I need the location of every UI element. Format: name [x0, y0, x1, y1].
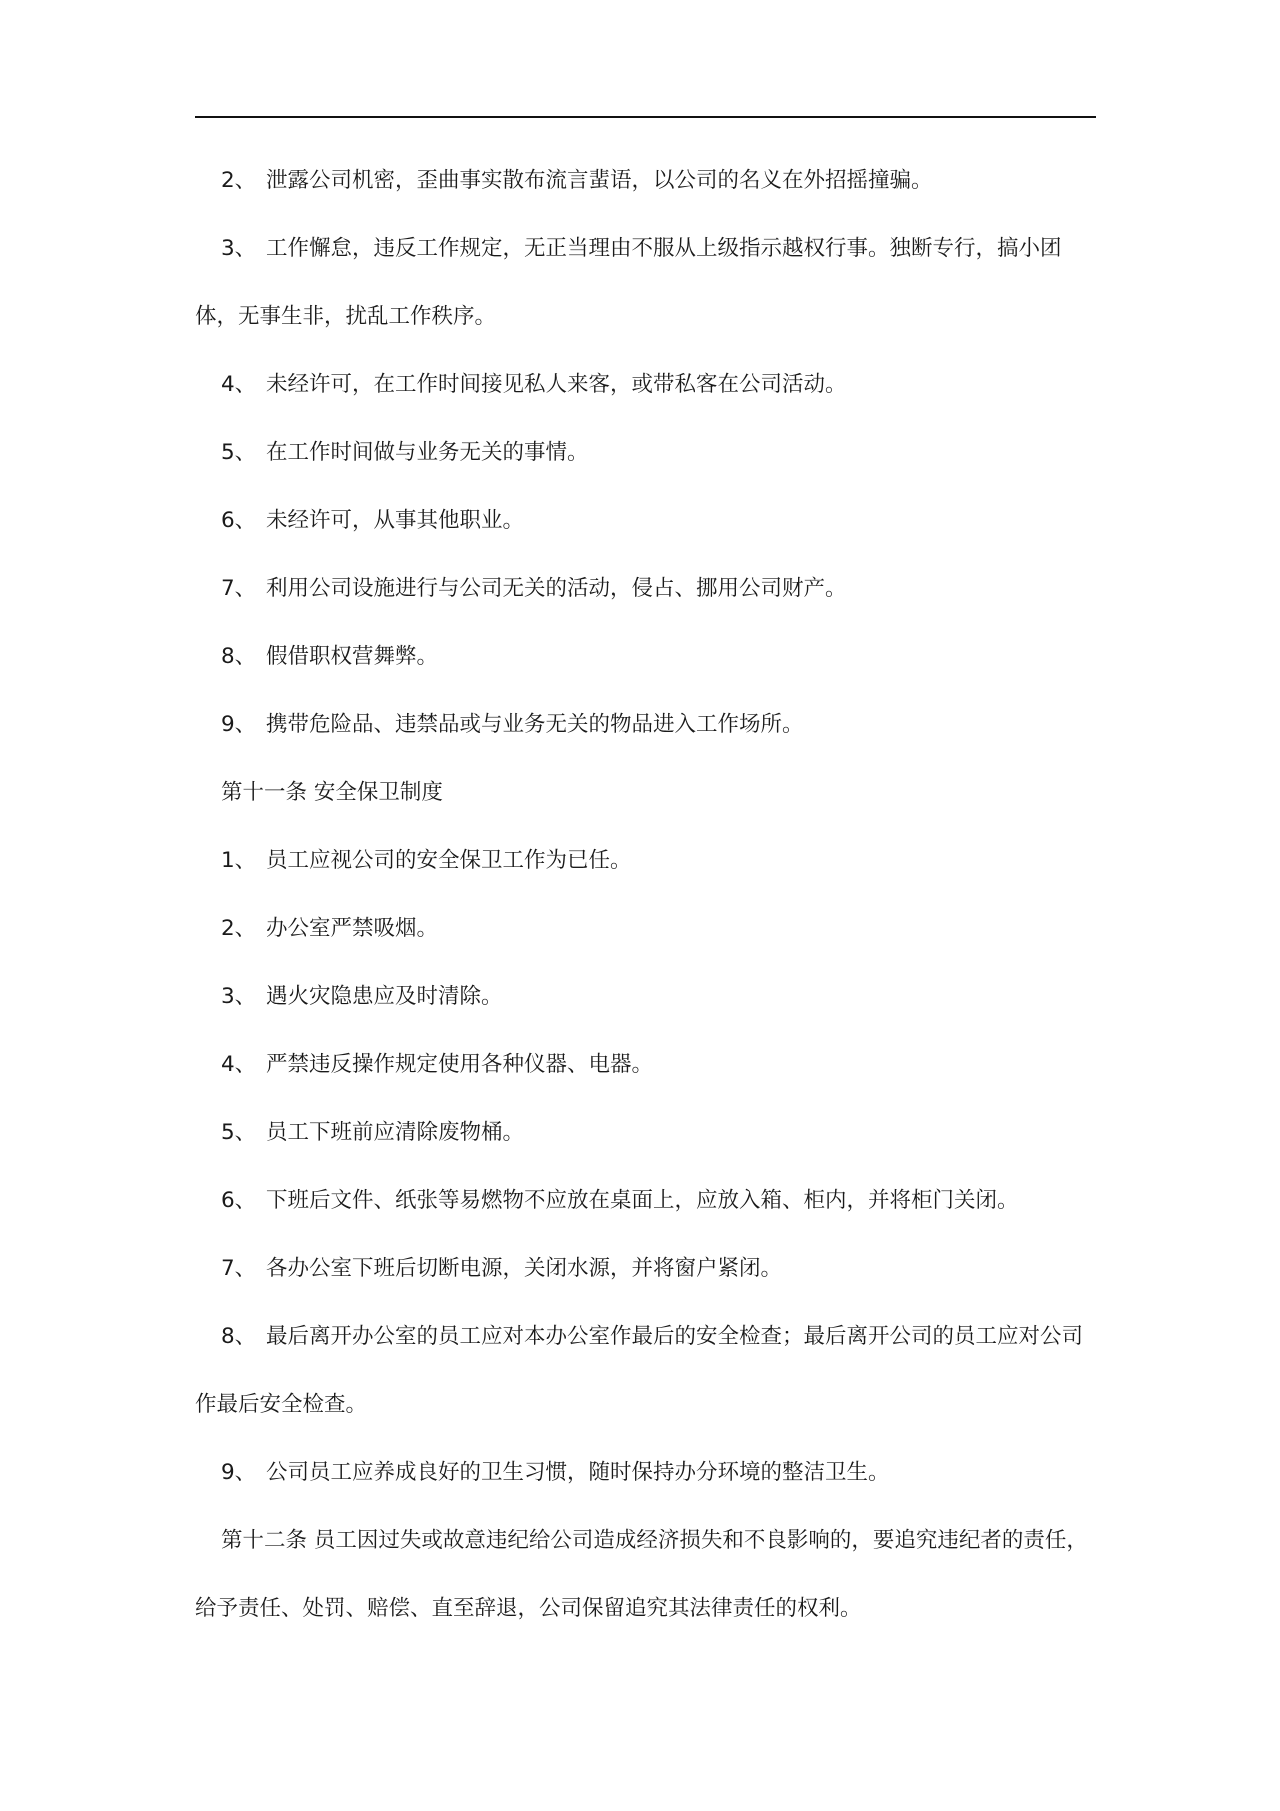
item-text: 未经许可，从事其他职业。: [266, 508, 525, 533]
item-text: 下班后文件、纸张等易燃物不应放在桌面上，应放入箱、柜内，并将柜门关闭。: [266, 1188, 1019, 1213]
section-heading: 第十一条 安全保卫制度: [221, 780, 443, 805]
item-text: 泄露公司机密，歪曲事实散布流言蜚语，以公司的名义在外招摇撞骗。: [266, 168, 933, 193]
item-text: 办公室严禁吸烟。: [266, 916, 439, 941]
item-text: 工作懈怠，违反工作规定，无正当理由不服从上级指示越权行事。独断专行，搞小团体，无事生非，扰乱工作秩序。: [195, 236, 1062, 329]
list-item: [195, 640, 1096, 674]
article-paragraph: 第十二条 员工因过失或故意违纪给公司造成经济损失和不良影响的，要追究违纪者的责任，给予责任、处罚、赔偿、直至辞退，公司保留追究其法律责任的权利。: [195, 1528, 1088, 1621]
list-item: [195, 215, 1096, 351]
item-number: 4、: [221, 1052, 257, 1077]
item-number: 3、: [221, 984, 257, 1009]
item-number: 9、: [221, 1460, 257, 1485]
list-item: [195, 164, 1096, 198]
list-item: [195, 504, 1096, 538]
item-number: 4、: [221, 372, 257, 397]
header-rule: [195, 116, 1096, 118]
item-number: 8、: [221, 644, 257, 669]
item-text: 在工作时间做与业务无关的事情。: [266, 440, 589, 465]
item-text: 利用公司设施进行与公司无关的活动，侵占、挪用公司财产。: [266, 576, 847, 601]
item-number: 9、: [221, 712, 257, 737]
list-item: [195, 368, 1096, 402]
item-text: 公司员工应养成良好的卫生习惯，随时保持办分环境的整洁卫生。: [266, 1460, 890, 1485]
list-item: [195, 1116, 1096, 1150]
item-number: 6、: [221, 1188, 257, 1213]
item-text: 假借职权营舞弊。: [266, 644, 439, 669]
list-item: [195, 708, 1096, 742]
item-number: 7、: [221, 576, 257, 601]
item-text: 最后离开办公室的员工应对本办公室作最后的安全检查；最后离开公司的员工应对公司作最后安全检查。: [195, 1324, 1084, 1417]
item-text: 员工应视公司的安全保卫工作为已任。: [266, 848, 632, 873]
item-number: 3、: [221, 236, 257, 261]
item-text: 遇火灾隐患应及时清除。: [266, 984, 503, 1009]
item-text: 携带危险品、违禁品或与业务无关的物品进入工作场所。: [266, 712, 804, 737]
list-item: [195, 1252, 1096, 1286]
item-text: 各办公室下班后切断电源，关闭水源，并将窗户紧闭。: [266, 1256, 783, 1281]
list-item: [195, 436, 1096, 470]
item-number: 2、: [221, 168, 257, 193]
list-item: [195, 1303, 1096, 1439]
item-number: 5、: [221, 440, 257, 465]
list-item: [195, 572, 1096, 606]
item-number: 6、: [221, 508, 257, 533]
item-number: 8、: [221, 1324, 257, 1349]
list-item: [195, 844, 1096, 878]
item-text: 未经许可，在工作时间接见私人来客，或带私客在公司活动。: [266, 372, 847, 397]
item-text: 严禁违反操作规定使用各种仪器、电器。: [266, 1052, 654, 1077]
list-item: [195, 980, 1096, 1014]
item-number: 5、: [221, 1120, 257, 1145]
list-item: [195, 1048, 1096, 1082]
item-text: 员工下班前应清除废物桶。: [266, 1120, 525, 1145]
list-item: [195, 1184, 1096, 1218]
item-number: 1、: [221, 848, 257, 873]
item-number: 7、: [221, 1256, 257, 1281]
item-number: 2、: [221, 916, 257, 941]
list-item: [195, 1456, 1096, 1490]
list-item: [195, 912, 1096, 946]
document-body: [195, 164, 1096, 1626]
